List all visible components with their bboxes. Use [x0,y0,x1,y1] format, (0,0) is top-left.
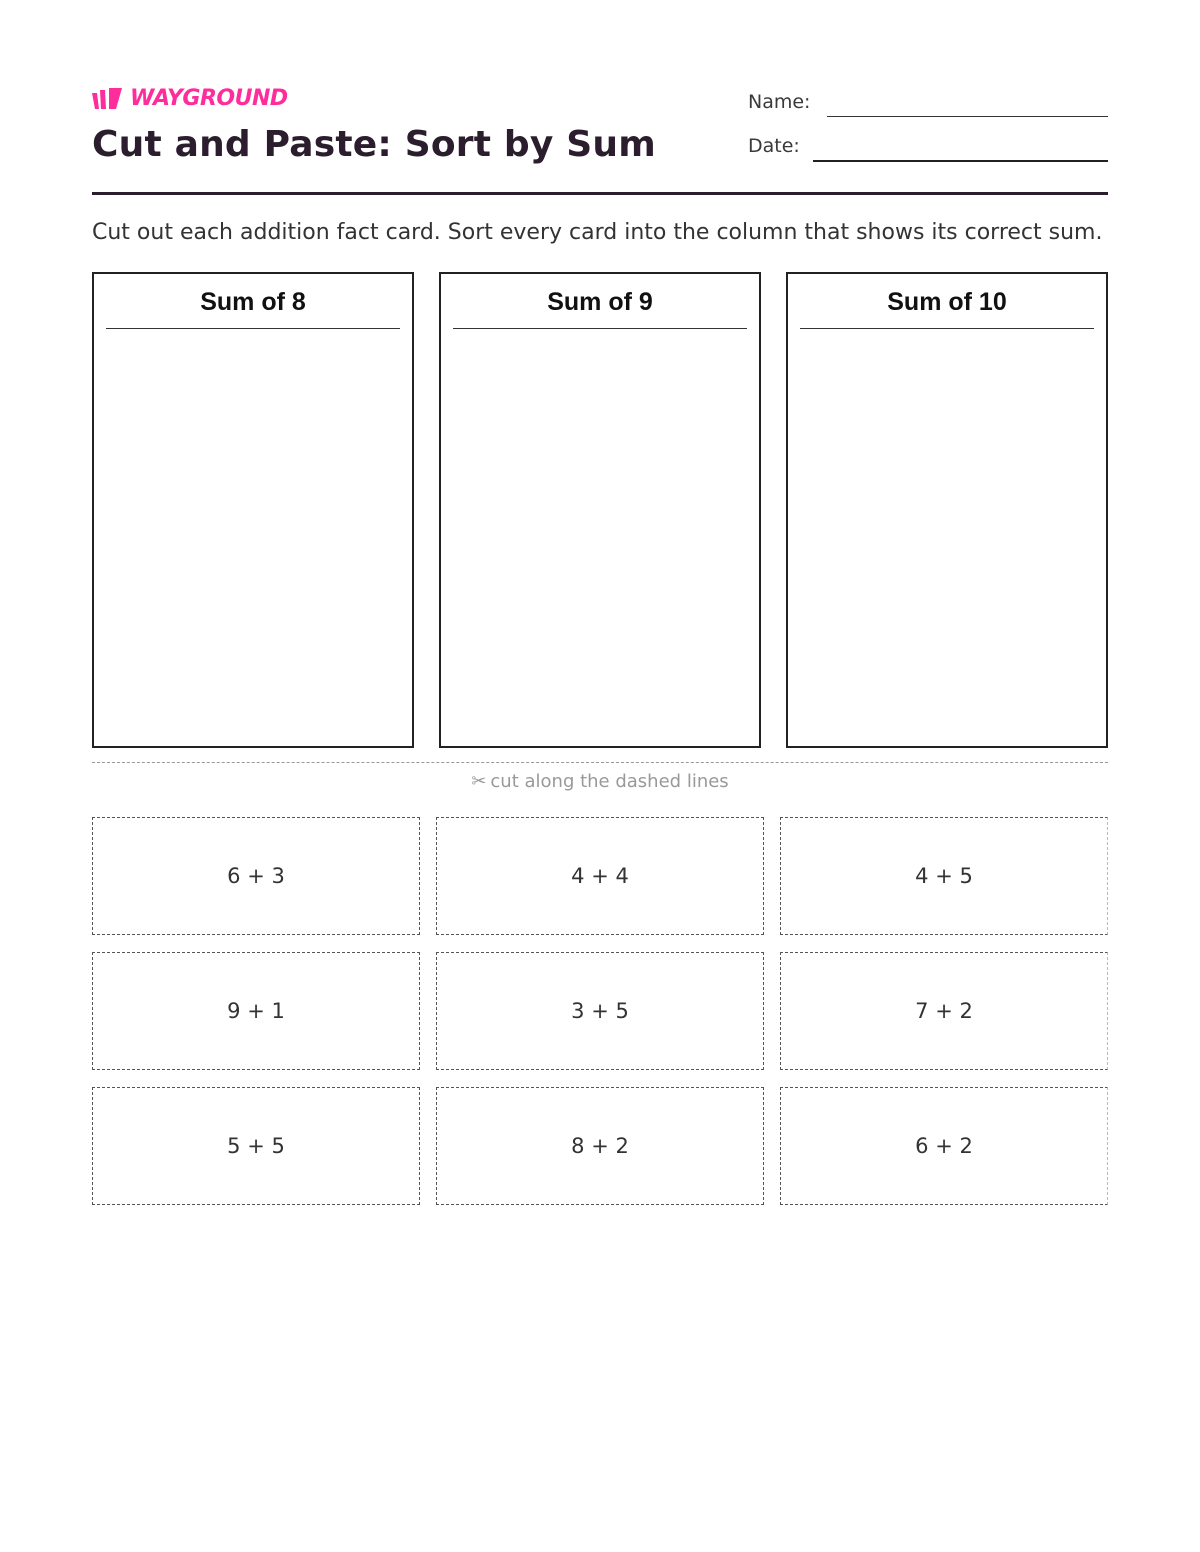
column-header: Sum of 10 [887,288,1007,316]
date-label: Date: [748,135,800,157]
fact-card[interactable]: 9 + 1 [92,952,420,1070]
fact-card[interactable]: 6 + 3 [92,817,420,935]
date-field[interactable] [813,160,1108,162]
fact-card[interactable]: 5 + 5 [92,1087,420,1205]
fact-card[interactable]: 6 + 2 [780,1087,1108,1205]
column-divider [800,328,1094,329]
page-title: Cut and Paste: Sort by Sum [92,124,656,165]
fact-card[interactable]: 4 + 5 [780,817,1108,935]
header-divider [92,192,1108,195]
sort-column-sum-8[interactable] [92,272,414,748]
brand-logo [92,86,288,112]
cut-line [92,762,1108,763]
sort-column-sum-10[interactable] [786,272,1108,748]
fact-card[interactable]: 7 + 2 [780,952,1108,1070]
fact-card[interactable]: 3 + 5 [436,952,764,1070]
sort-column-sum-9[interactable] [439,272,761,748]
cut-note-text: cut along the dashed lines [490,771,729,792]
instructions: Cut out each addition fact card. Sort every card into the column that shows its correct sum. [92,220,1103,245]
fact-card[interactable]: 8 + 2 [436,1087,764,1205]
scissors-icon: ✂ [471,771,487,792]
name-label: Name: [748,91,811,113]
column-divider [453,328,747,329]
brand-name: WAYGROUND [130,86,288,111]
cut-note [0,770,1200,794]
name-field[interactable] [827,116,1108,117]
column-divider [106,328,400,329]
wayground-logo-icon [92,87,124,111]
column-header: Sum of 9 [547,288,653,316]
column-header: Sum of 8 [200,288,306,316]
fact-card[interactable]: 4 + 4 [436,817,764,935]
